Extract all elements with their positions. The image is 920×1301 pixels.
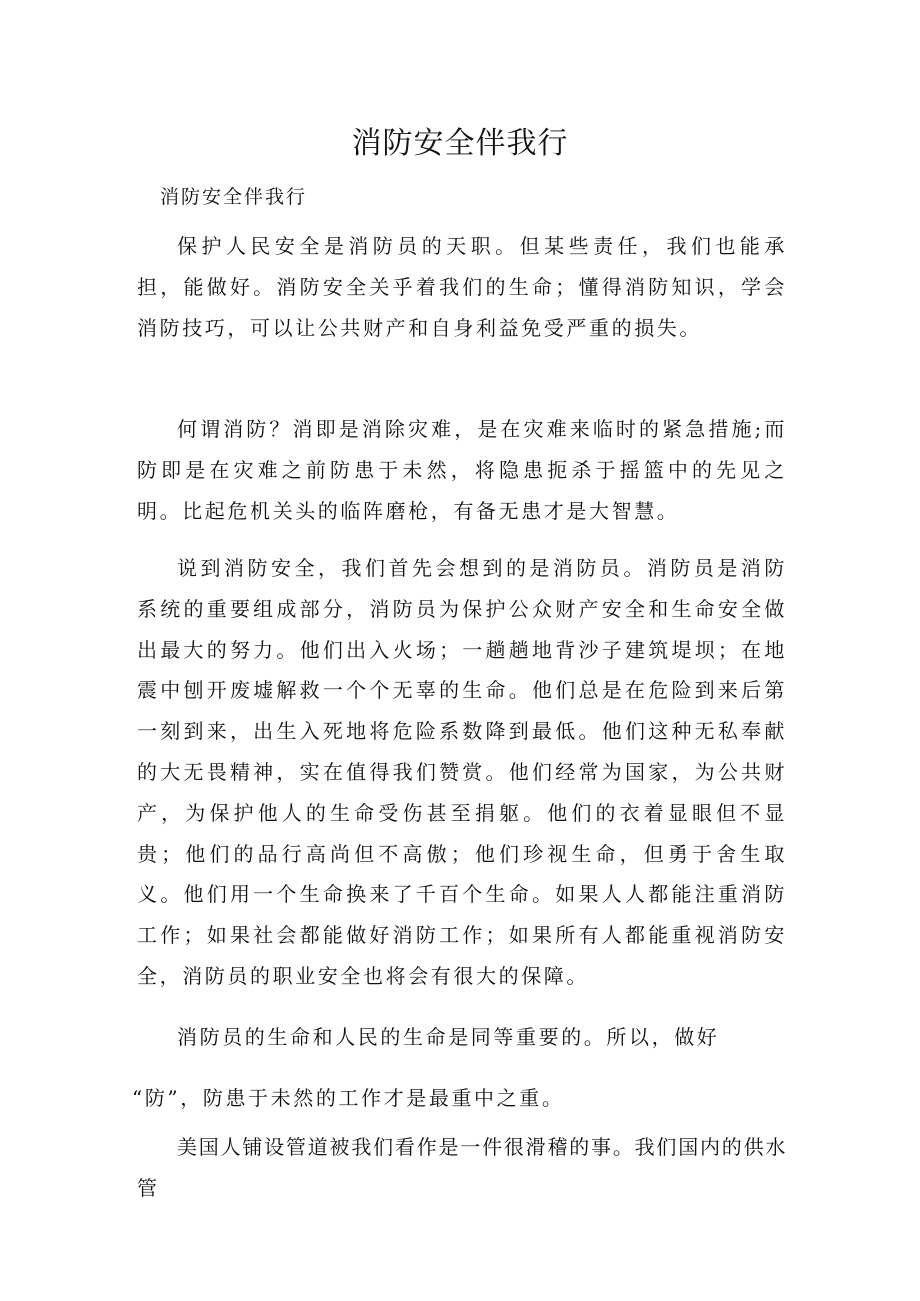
paragraph-2: 何谓消防？消即是消除灾难，是在灾难来临时的紧急措施;而防即是在灾难之前防患于未然，将隐患扼杀于摇篮中的先见之明。比起危机关头的临阵磨枪，有备无患才是大智慧。 [137,417,787,523]
paragraph-6: 美国人铺设管道被我们看作是一件很滑稽的事。我们国内的供水管 [137,1135,787,1200]
document-title: 消防安全伴我行 [351,126,569,161]
document-subtitle: 消防安全伴我行 [160,186,308,208]
paragraph-1: 保护人民安全是消防员的天职。但某些责任，我们也能承担，能做好。消防安全关乎着我们的生命；懂得消防知识，学会消防技巧，可以让公共财产和自身利益免受严重的损失。 [137,234,787,340]
paragraph-4: 消防员的生命和人民的生命是同等重要的。所以，做好 [177,1025,720,1049]
paragraph-5: “防”，防患于未然的工作才是最重中之重。 [132,1086,565,1110]
paragraph-3: 说到消防安全，我们首先会想到的是消防员。消防员是消防系统的重要组成部分，消防员为保护公众财产安全和生命安全做出最大的努力。他们出入火场；一趟趟地背沙子建筑堤坝；在地震中刨开废墟解救一个个无辜的生命。他们总是在危险到来后第一刻到来，出生入死地将危险系数降到最低。他们这种无私奉献的大无畏精神，实在值得我们赞赏。他们经常为国家，为公共财产，为保护他人的生命受伤甚至捐躯。他们的衣着显眼但不显贵；他们的品行高尚但不高傲；他们珍视生命，但勇于舍生取义。他们用一个生命换来了千百个生命。如果人人都能注重消防工作；如果社会都能做好消防工作；如果所有人都能重视消防安全，消防员的职业安全也将会有很大的保障。 [137,556,787,988]
